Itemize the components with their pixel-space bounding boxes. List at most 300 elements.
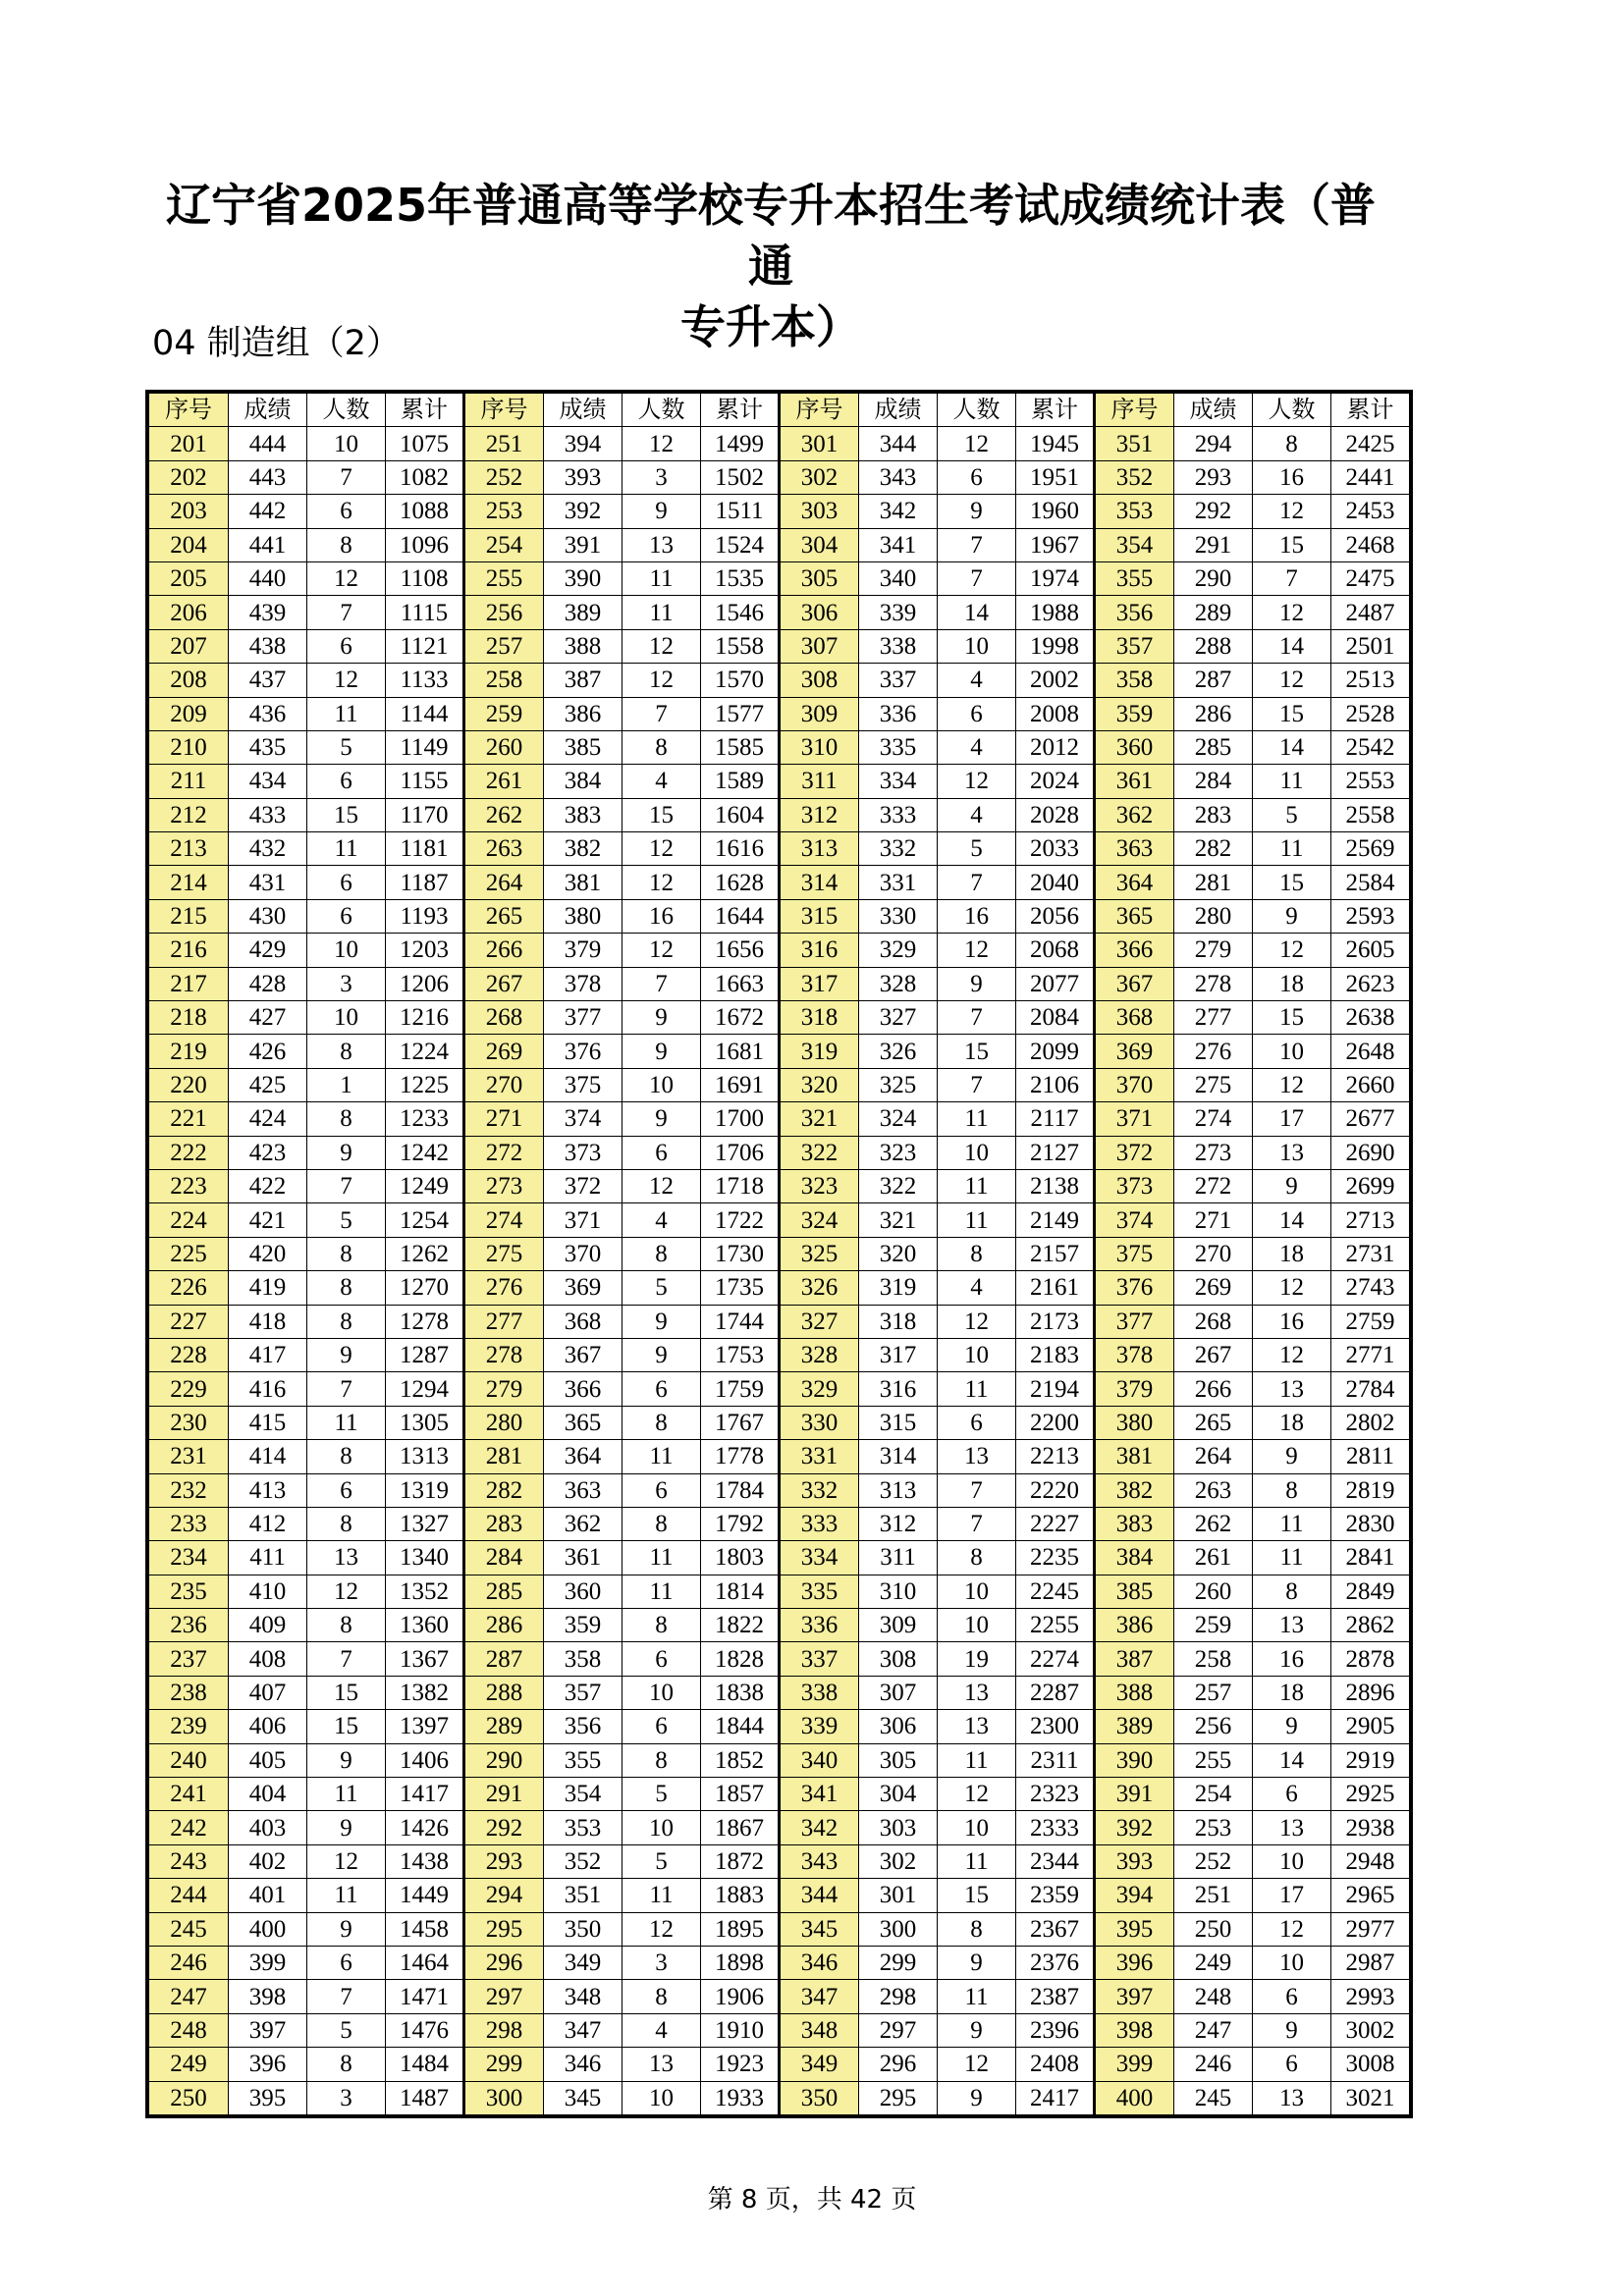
seq-cell: 309 [780, 697, 859, 730]
count-cell: 17 [1253, 1879, 1331, 1912]
score-cell: 416 [229, 1372, 307, 1406]
count-cell: 7 [1253, 561, 1331, 595]
cumulative-cell: 1170 [386, 798, 464, 831]
count-cell: 15 [1253, 1001, 1331, 1035]
seq-cell: 339 [780, 1710, 859, 1743]
seq-cell: 329 [780, 1372, 859, 1406]
cumulative-cell: 2987 [1331, 1946, 1410, 1979]
cumulative-cell: 1535 [701, 561, 780, 595]
seq-cell: 373 [1095, 1169, 1174, 1202]
count-cell: 8 [307, 1440, 386, 1473]
cumulative-cell: 1906 [701, 1980, 780, 2013]
cumulative-cell: 1722 [701, 1203, 780, 1237]
count-cell: 18 [1253, 1406, 1331, 1439]
cumulative-cell: 1499 [701, 427, 780, 460]
cumulative-cell: 1406 [386, 1743, 464, 1777]
seq-cell: 292 [464, 1811, 544, 1844]
score-cell: 285 [1174, 730, 1253, 764]
count-cell: 13 [1253, 1372, 1331, 1406]
cumulative-cell: 1088 [386, 495, 464, 528]
score-cell: 312 [859, 1507, 938, 1540]
score-cell: 263 [1174, 1473, 1253, 1507]
score-cell: 248 [1174, 1980, 1253, 2013]
score-cell: 443 [229, 460, 307, 494]
seq-cell: 285 [464, 1575, 544, 1608]
seq-cell: 313 [780, 832, 859, 866]
seq-cell: 263 [464, 832, 544, 866]
seq-cell: 308 [780, 664, 859, 697]
seq-cell: 331 [780, 1440, 859, 1473]
cumulative-cell: 2068 [1016, 934, 1095, 967]
score-cell: 398 [229, 1980, 307, 2013]
count-cell: 15 [307, 798, 386, 831]
count-cell: 10 [623, 2081, 701, 2114]
count-cell: 13 [623, 528, 701, 561]
count-cell: 9 [623, 1001, 701, 1035]
score-cell: 330 [859, 899, 938, 933]
table-row [149, 1473, 1410, 1507]
seq-cell: 286 [464, 1609, 544, 1642]
score-cell: 253 [1174, 1811, 1253, 1844]
seq-cell: 232 [149, 1473, 229, 1507]
cumulative-cell: 1367 [386, 1642, 464, 1676]
score-cell: 295 [859, 2081, 938, 2114]
count-cell: 11 [1253, 832, 1331, 866]
cumulative-cell: 1438 [386, 1844, 464, 1878]
cumulative-cell: 1181 [386, 832, 464, 866]
cumulative-cell: 1867 [701, 1811, 780, 1844]
seq-cell: 375 [1095, 1237, 1174, 1270]
seq-cell: 205 [149, 561, 229, 595]
count-cell: 9 [623, 1035, 701, 1068]
cumulative-cell: 2513 [1331, 664, 1410, 697]
seq-cell: 398 [1095, 2013, 1174, 2047]
cumulative-cell: 2919 [1331, 1743, 1410, 1777]
count-cell: 10 [938, 1811, 1016, 1844]
col-header-cumulative: 累计 [701, 394, 780, 427]
cumulative-cell: 1458 [386, 1912, 464, 1946]
seq-cell: 321 [780, 1102, 859, 1136]
count-cell: 12 [1253, 495, 1331, 528]
seq-cell: 365 [1095, 899, 1174, 933]
seq-cell: 305 [780, 561, 859, 595]
score-cell: 256 [1174, 1710, 1253, 1743]
score-cell: 249 [1174, 1946, 1253, 1979]
count-cell: 12 [623, 664, 701, 697]
score-cell: 300 [859, 1912, 938, 1946]
count-cell: 11 [307, 697, 386, 730]
score-cell: 325 [859, 1068, 938, 1101]
count-cell: 9 [623, 1338, 701, 1371]
count-cell: 7 [938, 1507, 1016, 1540]
count-cell: 11 [938, 1743, 1016, 1777]
cumulative-cell: 2287 [1016, 1676, 1095, 1709]
seq-cell: 211 [149, 765, 229, 798]
count-cell: 12 [623, 1912, 701, 1946]
seq-cell: 291 [464, 1778, 544, 1811]
table-row [149, 1305, 1410, 1338]
score-cell: 269 [1174, 1271, 1253, 1305]
table-row [149, 495, 1410, 528]
seq-cell: 278 [464, 1338, 544, 1371]
cumulative-cell: 1115 [386, 596, 464, 629]
seq-cell: 360 [1095, 730, 1174, 764]
count-cell: 12 [938, 1778, 1016, 1811]
seq-cell: 384 [1095, 1541, 1174, 1575]
cumulative-cell: 1933 [701, 2081, 780, 2114]
seq-cell: 259 [464, 697, 544, 730]
table-row [149, 1203, 1410, 1237]
score-cell: 380 [544, 899, 623, 933]
score-cell: 328 [859, 967, 938, 1000]
count-cell: 13 [1253, 1609, 1331, 1642]
seq-cell: 254 [464, 528, 544, 561]
table-row [149, 1406, 1410, 1439]
title-line-1: 辽宁省2025年普通高等学校专升本招生考试成绩统计表（普通 [165, 179, 1377, 293]
cumulative-cell: 2862 [1331, 1609, 1410, 1642]
cumulative-cell: 2376 [1016, 1946, 1095, 1979]
count-cell: 8 [307, 1271, 386, 1305]
count-cell: 8 [623, 1406, 701, 1439]
score-cell: 277 [1174, 1001, 1253, 1035]
seq-cell: 349 [780, 2048, 859, 2081]
seq-cell: 377 [1095, 1305, 1174, 1338]
count-cell: 10 [938, 1609, 1016, 1642]
seq-cell: 273 [464, 1169, 544, 1202]
cumulative-cell: 1822 [701, 1609, 780, 1642]
cumulative-cell: 2323 [1016, 1778, 1095, 1811]
seq-cell: 255 [464, 561, 544, 595]
count-cell: 12 [938, 934, 1016, 967]
score-cell: 369 [544, 1271, 623, 1305]
col-header-seq: 序号 [149, 394, 229, 427]
cumulative-cell: 2408 [1016, 2048, 1095, 2081]
seq-cell: 270 [464, 1068, 544, 1101]
count-cell: 6 [307, 629, 386, 663]
seq-cell: 326 [780, 1271, 859, 1305]
seq-cell: 221 [149, 1102, 229, 1136]
cumulative-cell: 1767 [701, 1406, 780, 1439]
score-cell: 409 [229, 1609, 307, 1642]
seq-cell: 298 [464, 2013, 544, 2047]
score-cell: 293 [1174, 460, 1253, 494]
count-cell: 6 [938, 1406, 1016, 1439]
table-row [149, 1879, 1410, 1912]
col-header-count: 人数 [623, 394, 701, 427]
cumulative-cell: 2468 [1331, 528, 1410, 561]
seq-cell: 336 [780, 1609, 859, 1642]
cumulative-cell: 2235 [1016, 1541, 1095, 1575]
seq-cell: 333 [780, 1507, 859, 1540]
count-cell: 4 [623, 1203, 701, 1237]
table-row [149, 1575, 1410, 1608]
cumulative-cell: 2024 [1016, 765, 1095, 798]
score-cell: 289 [1174, 596, 1253, 629]
seq-cell: 265 [464, 899, 544, 933]
cumulative-cell: 2138 [1016, 1169, 1095, 1202]
cumulative-cell: 1672 [701, 1001, 780, 1035]
score-cell: 425 [229, 1068, 307, 1101]
cumulative-cell: 2173 [1016, 1305, 1095, 1338]
count-cell: 3 [307, 2081, 386, 2114]
seq-cell: 267 [464, 967, 544, 1000]
score-cell: 389 [544, 596, 623, 629]
seq-cell: 323 [780, 1169, 859, 1202]
score-cell: 273 [1174, 1136, 1253, 1169]
score-cell: 304 [859, 1778, 938, 1811]
cumulative-cell: 2802 [1331, 1406, 1410, 1439]
table-row [149, 427, 1410, 460]
table-header-row [149, 394, 1410, 427]
seq-cell: 226 [149, 1271, 229, 1305]
score-cell: 322 [859, 1169, 938, 1202]
seq-cell: 213 [149, 832, 229, 866]
cumulative-cell: 2759 [1331, 1305, 1410, 1338]
table-row [149, 765, 1410, 798]
cumulative-cell: 1417 [386, 1778, 464, 1811]
score-cell: 302 [859, 1844, 938, 1878]
seq-cell: 297 [464, 1980, 544, 2013]
count-cell: 11 [307, 1778, 386, 1811]
cumulative-cell: 1778 [701, 1440, 780, 1473]
score-cell: 430 [229, 899, 307, 933]
seq-cell: 271 [464, 1102, 544, 1136]
cumulative-cell: 2417 [1016, 2081, 1095, 2114]
cumulative-cell: 1895 [701, 1912, 780, 1946]
count-cell: 7 [938, 1473, 1016, 1507]
cumulative-cell: 2359 [1016, 1879, 1095, 1912]
count-cell: 11 [938, 1980, 1016, 2013]
cumulative-cell: 2012 [1016, 730, 1095, 764]
seq-cell: 234 [149, 1541, 229, 1575]
score-cell: 319 [859, 1271, 938, 1305]
cumulative-cell: 1616 [701, 832, 780, 866]
seq-cell: 248 [149, 2013, 229, 2047]
cumulative-cell: 1155 [386, 765, 464, 798]
cumulative-cell: 2699 [1331, 1169, 1410, 1202]
score-cell: 344 [859, 427, 938, 460]
score-cell: 345 [544, 2081, 623, 2114]
cumulative-cell: 1464 [386, 1946, 464, 1979]
cumulative-cell: 2784 [1331, 1372, 1410, 1406]
cumulative-cell: 2731 [1331, 1237, 1410, 1270]
table-row [149, 697, 1410, 730]
seq-cell: 284 [464, 1541, 544, 1575]
count-cell: 14 [1253, 1743, 1331, 1777]
seq-cell: 318 [780, 1001, 859, 1035]
table-row [149, 1541, 1410, 1575]
seq-cell: 243 [149, 1844, 229, 1878]
cumulative-cell: 2200 [1016, 1406, 1095, 1439]
score-cell: 390 [544, 561, 623, 595]
score-cell: 393 [544, 460, 623, 494]
seq-cell: 290 [464, 1743, 544, 1777]
cumulative-cell: 1319 [386, 1473, 464, 1507]
cumulative-cell: 2227 [1016, 1507, 1095, 1540]
score-cell: 396 [229, 2048, 307, 2081]
seq-cell: 324 [780, 1203, 859, 1237]
cumulative-cell: 1628 [701, 866, 780, 899]
seq-cell: 354 [1095, 528, 1174, 561]
seq-cell: 215 [149, 899, 229, 933]
count-cell: 14 [1253, 1203, 1331, 1237]
seq-cell: 242 [149, 1811, 229, 1844]
seq-cell: 216 [149, 934, 229, 967]
count-cell: 9 [938, 1946, 1016, 1979]
seq-cell: 296 [464, 1946, 544, 1979]
score-cell: 314 [859, 1440, 938, 1473]
score-cell: 305 [859, 1743, 938, 1777]
seq-cell: 363 [1095, 832, 1174, 866]
score-cell: 283 [1174, 798, 1253, 831]
cumulative-cell: 1149 [386, 730, 464, 764]
count-cell: 9 [1253, 1440, 1331, 1473]
score-cell: 301 [859, 1879, 938, 1912]
score-cell: 303 [859, 1811, 938, 1844]
cumulative-cell: 1681 [701, 1035, 780, 1068]
table-row [149, 1035, 1410, 1068]
count-cell: 8 [307, 2048, 386, 2081]
table-row [149, 1946, 1410, 1979]
score-cell: 371 [544, 1203, 623, 1237]
table-row [149, 460, 1410, 494]
count-cell: 9 [307, 1338, 386, 1371]
cumulative-cell: 1082 [386, 460, 464, 494]
seq-cell: 245 [149, 1912, 229, 1946]
cumulative-cell: 2993 [1331, 1980, 1410, 2013]
count-cell: 5 [623, 1271, 701, 1305]
seq-cell: 311 [780, 765, 859, 798]
cumulative-cell: 1960 [1016, 495, 1095, 528]
score-cell: 439 [229, 596, 307, 629]
score-cell: 255 [1174, 1743, 1253, 1777]
cumulative-cell: 1718 [701, 1169, 780, 1202]
score-cell: 318 [859, 1305, 938, 1338]
count-cell: 13 [938, 1710, 1016, 1743]
seq-cell: 357 [1095, 629, 1174, 663]
table-row [149, 2048, 1410, 2081]
count-cell: 13 [1253, 1811, 1331, 1844]
score-cell: 419 [229, 1271, 307, 1305]
seq-cell: 394 [1095, 1879, 1174, 1912]
score-cell: 291 [1174, 528, 1253, 561]
count-cell: 14 [938, 596, 1016, 629]
cumulative-cell: 1828 [701, 1642, 780, 1676]
score-cell: 290 [1174, 561, 1253, 595]
count-cell: 7 [938, 1068, 1016, 1101]
score-cell: 388 [544, 629, 623, 663]
count-cell: 6 [307, 899, 386, 933]
score-cell: 336 [859, 697, 938, 730]
cumulative-cell: 1988 [1016, 596, 1095, 629]
count-cell: 16 [623, 899, 701, 933]
count-cell: 10 [307, 427, 386, 460]
count-cell: 13 [938, 1676, 1016, 1709]
score-cell: 422 [229, 1169, 307, 1202]
score-cell: 387 [544, 664, 623, 697]
count-cell: 15 [623, 798, 701, 831]
seq-cell: 220 [149, 1068, 229, 1101]
cumulative-cell: 1524 [701, 528, 780, 561]
count-cell: 9 [938, 495, 1016, 528]
cumulative-cell: 1203 [386, 934, 464, 967]
seq-cell: 380 [1095, 1406, 1174, 1439]
cumulative-cell: 2771 [1331, 1338, 1410, 1371]
score-cell: 429 [229, 934, 307, 967]
score-cell: 259 [1174, 1609, 1253, 1642]
cumulative-cell: 1838 [701, 1676, 780, 1709]
seq-cell: 277 [464, 1305, 544, 1338]
seq-cell: 219 [149, 1035, 229, 1068]
count-cell: 8 [623, 1980, 701, 2013]
count-cell: 6 [1253, 1778, 1331, 1811]
cumulative-cell: 2938 [1331, 1811, 1410, 1844]
seq-cell: 283 [464, 1507, 544, 1540]
seq-cell: 343 [780, 1844, 859, 1878]
score-cell: 250 [1174, 1912, 1253, 1946]
cumulative-cell: 2558 [1331, 798, 1410, 831]
score-cell: 280 [1174, 899, 1253, 933]
count-cell: 9 [938, 2013, 1016, 2047]
seq-cell: 352 [1095, 460, 1174, 494]
table-row [149, 664, 1410, 697]
score-cell: 265 [1174, 1406, 1253, 1439]
seq-cell: 299 [464, 2048, 544, 2081]
table-row [149, 1068, 1410, 1101]
seq-cell: 282 [464, 1473, 544, 1507]
cumulative-cell: 2157 [1016, 1237, 1095, 1270]
score-cell: 275 [1174, 1068, 1253, 1101]
cumulative-cell: 1585 [701, 730, 780, 764]
count-cell: 8 [938, 1541, 1016, 1575]
count-cell: 7 [307, 1169, 386, 1202]
score-cell: 347 [544, 2013, 623, 2047]
cumulative-cell: 3008 [1331, 2048, 1410, 2081]
table-row [149, 1912, 1410, 1946]
count-cell: 16 [1253, 460, 1331, 494]
score-cell: 363 [544, 1473, 623, 1507]
score-cell: 407 [229, 1676, 307, 1709]
score-cell: 317 [859, 1338, 938, 1371]
seq-cell: 275 [464, 1237, 544, 1270]
seq-cell: 330 [780, 1406, 859, 1439]
score-cell: 297 [859, 2013, 938, 2047]
count-cell: 8 [307, 1507, 386, 1540]
count-cell: 11 [938, 1203, 1016, 1237]
score-cell: 339 [859, 596, 938, 629]
cumulative-cell: 1225 [386, 1068, 464, 1101]
score-cell: 417 [229, 1338, 307, 1371]
score-cell: 270 [1174, 1237, 1253, 1270]
cumulative-cell: 1744 [701, 1305, 780, 1338]
score-cell: 440 [229, 561, 307, 595]
count-cell: 15 [938, 1879, 1016, 1912]
seq-cell: 276 [464, 1271, 544, 1305]
score-cell: 356 [544, 1710, 623, 1743]
seq-cell: 304 [780, 528, 859, 561]
count-cell: 5 [307, 730, 386, 764]
count-cell: 15 [307, 1676, 386, 1709]
cumulative-cell: 1910 [701, 2013, 780, 2047]
col-header-count: 人数 [938, 394, 1016, 427]
score-cell: 329 [859, 934, 938, 967]
cumulative-cell: 2453 [1331, 495, 1410, 528]
count-cell: 8 [307, 1305, 386, 1338]
seq-cell: 257 [464, 629, 544, 663]
score-cell: 400 [229, 1912, 307, 1946]
cumulative-cell: 2117 [1016, 1102, 1095, 1136]
score-cell: 382 [544, 832, 623, 866]
